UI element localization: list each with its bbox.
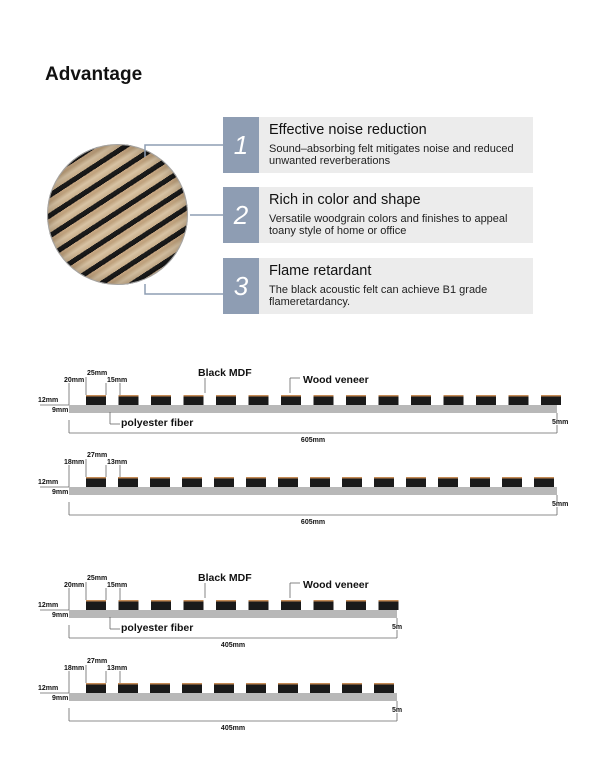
wood-veneer-strip	[379, 395, 399, 397]
page-title: Advantage	[45, 64, 143, 85]
dim-label-edge: 5mm	[552, 419, 569, 426]
wood-veneer-strip	[182, 683, 202, 685]
dim-label-slat: 25mm	[87, 370, 108, 377]
dim-label-top: 18mm	[64, 665, 85, 672]
wood-veneer-strip	[118, 683, 138, 685]
wood-veneer-strip	[281, 600, 301, 602]
wood-veneer-strip	[470, 477, 490, 479]
dim-label-edge: 5mm	[552, 501, 569, 508]
dim-label-slat: 27mm	[87, 452, 108, 459]
wood-veneer-strip	[86, 395, 106, 397]
dim-label-top: 20mm	[64, 377, 85, 384]
polyester-fiber-base	[69, 610, 397, 618]
dim-label-height: 12mm	[38, 685, 59, 692]
wood-veneer-strip	[310, 477, 330, 479]
wood-veneer-strip	[249, 395, 269, 397]
wood-veneer-strip	[184, 600, 204, 602]
wood-veneer-strip	[86, 477, 106, 479]
wood-veneer-strip	[249, 600, 269, 602]
feature-description: Versatile woodgrain colors and finishes to appeal toany style of home or office	[269, 213, 508, 237]
wood-veneer-strip	[438, 477, 458, 479]
wood-veneer-strip	[476, 395, 496, 397]
wood-veneer-strip	[86, 600, 106, 602]
feature-title: Rich in color and shape	[269, 192, 421, 208]
wood-veneer-strip	[278, 683, 298, 685]
wood-veneer-strip	[509, 395, 529, 397]
label-black-mdf: Black MDF	[198, 367, 252, 379]
wood-veneer-strip	[278, 477, 298, 479]
wood-veneer-strip	[406, 477, 426, 479]
label-wood-veneer: Wood veneer	[303, 579, 369, 591]
dim-label-total: 405mm	[220, 725, 246, 732]
feature-number: 2	[223, 187, 259, 243]
dim-label-base: 9mm	[52, 407, 69, 414]
wood-veneer-strip	[502, 477, 522, 479]
feature-title: Effective noise reduction	[269, 122, 427, 138]
wood-veneer-strip	[374, 477, 394, 479]
wood-veneer-strip	[346, 395, 366, 397]
label-polyester-fiber: polyester fiber	[121, 622, 194, 634]
dim-label-gap: 15mm	[107, 582, 128, 589]
feature-number: 3	[223, 258, 259, 314]
dim-label-edge: 5m	[392, 707, 403, 714]
wood-veneer-strip	[281, 395, 301, 397]
wood-veneer-strip	[342, 683, 362, 685]
label-black-mdf: Black MDF	[198, 572, 252, 584]
wood-veneer-strip	[151, 600, 171, 602]
dim-label-slat: 27mm	[87, 658, 108, 665]
wood-veneer-strip	[119, 395, 139, 397]
dim-label-base: 9mm	[52, 489, 69, 496]
wood-veneer-strip	[411, 395, 431, 397]
feature-number: 1	[223, 117, 259, 173]
dim-label-base: 9mm	[52, 612, 69, 619]
label-polyester-fiber: polyester fiber	[121, 417, 194, 429]
wood-veneer-strip	[314, 600, 334, 602]
wood-veneer-strip	[150, 477, 170, 479]
wood-veneer-strip	[151, 395, 171, 397]
dim-label-height: 12mm	[38, 397, 59, 404]
dim-label-total: 605mm	[300, 437, 326, 444]
dim-label-gap: 13mm	[107, 459, 128, 466]
polyester-fiber-base	[69, 693, 397, 701]
wood-veneer-strip	[342, 477, 362, 479]
dim-label-base: 9mm	[52, 695, 69, 702]
feature-description: The black acoustic felt can achieve B1 grade flameretardancy.	[269, 284, 488, 308]
dim-label-edge: 5m	[392, 624, 403, 631]
dim-label-top: 20mm	[64, 582, 85, 589]
dim-label-total: 605mm	[300, 519, 326, 526]
label-wood-veneer: Wood veneer	[303, 374, 369, 386]
wood-veneer-strip	[314, 395, 334, 397]
wood-veneer-strip	[184, 395, 204, 397]
wood-veneer-strip	[444, 395, 464, 397]
wood-veneer-strip	[216, 600, 236, 602]
wood-veneer-strip	[119, 600, 139, 602]
dim-label-height: 12mm	[38, 602, 59, 609]
wood-veneer-strip	[541, 395, 561, 397]
wood-veneer-strip	[534, 477, 554, 479]
dim-label-total: 405mm	[220, 642, 246, 649]
dim-label-height: 12mm	[38, 479, 59, 486]
dim-label-gap: 13mm	[107, 665, 128, 672]
wood-veneer-strip	[118, 477, 138, 479]
wood-veneer-strip	[182, 477, 202, 479]
wood-veneer-strip	[214, 683, 234, 685]
wood-veneer-strip	[379, 600, 399, 602]
wood-veneer-strip	[310, 683, 330, 685]
wood-veneer-strip	[214, 477, 234, 479]
wood-veneer-strip	[246, 477, 266, 479]
wood-veneer-strip	[86, 683, 106, 685]
wood-veneer-strip	[346, 600, 366, 602]
dim-label-slat: 25mm	[87, 575, 108, 582]
feature-title: Flame retardant	[269, 263, 372, 279]
wood-veneer-strip	[374, 683, 394, 685]
dim-label-top: 18mm	[64, 459, 85, 466]
dim-label-gap: 15mm	[107, 377, 128, 384]
wood-veneer-strip	[246, 683, 266, 685]
polyester-fiber-base	[69, 487, 557, 495]
feature-description: Sound–absorbing felt mitigates noise and reduced unwanted reverberations	[269, 143, 514, 167]
polyester-fiber-base	[69, 405, 557, 413]
wood-veneer-strip	[216, 395, 236, 397]
wood-veneer-strip	[150, 683, 170, 685]
